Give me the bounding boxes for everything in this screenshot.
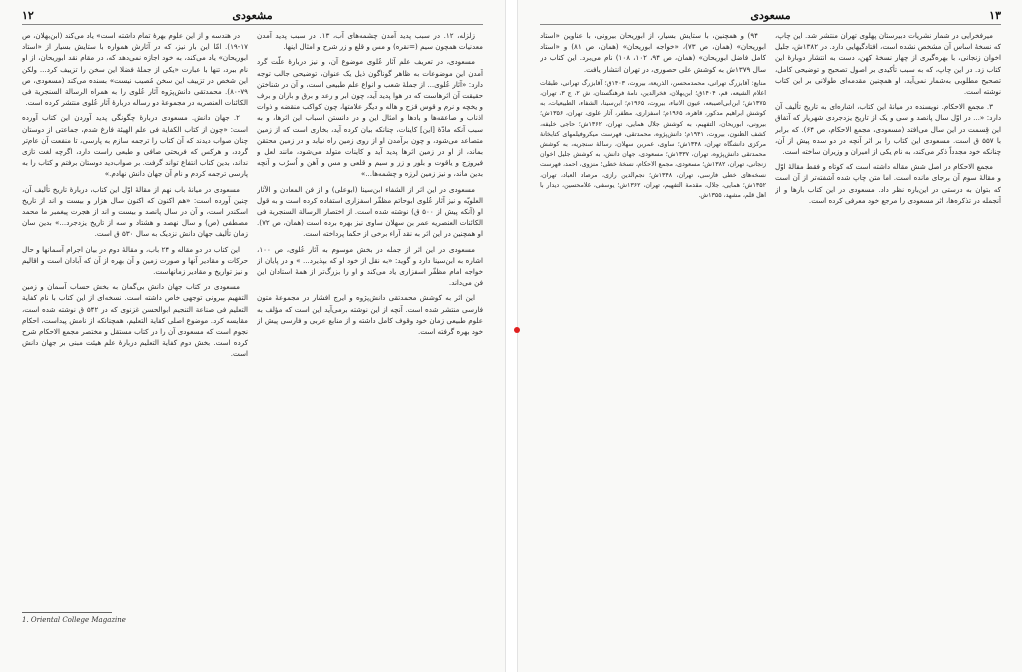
left-page-header (22, 6, 483, 25)
right-page-header (540, 6, 1001, 25)
paragraph: این کتاب در دو مقاله و ۲۴ باب، و مقالهٔ دوم در بیان اجرام آسمانها و حال حرکات و مقادیر آنها و صورت زمین و آن بهره از آن که آبادان است و اقالیم و نیز تواریخ و مقادیر زمانهاست. (22, 244, 248, 277)
right-page (517, 0, 1022, 672)
running-title: مشعودی (232, 9, 273, 22)
paragraph: مسعودی در این اثر از جمله در بخش موسوم به آثار عُلوی، ص ۱۰۰، اشاره به ابن‌سینا دارد و گوید: «به نقل از خود او که بپذیرد... » و در پایان از خواجه امام مظفّر اسفزاری یاد می‌کند و او را بزرگ‌تر از همهٔ استادان این فن می‌داند. (257, 244, 483, 288)
paragraph: مسعودی، در تعریف علم آثار عُلوی موضوع آن، و نیز دربارهٔ علّت گرد آمدن این موضوعات به ظاهر گوناگون ذیل یک عنوان، توضیحی جالب توجه دارد: «آثار عُلوی... از جملهٔ شعب و انواع علم طبیعی است، و آن در شناختن حقیقت آن اثرهاست که در هوا پدید آید، چون ابر و رعد و برق و باران و برف و یخچه و نرم و قوس قزح و هاله و دیگر علامتها، چون کواکب منقضه و ذوات اذناب و صاعقه‌ها و بادها و امثال این و در دانستن اسباب این اثرها، و به سبب آنکه مادّهٔ [این] کاینات، چنانکه بیان کرده آید، بخاری است که از زمین متصاعد می‌شود، و چون برآمدن او از روی زمین راه نیابد و در زمین محتقن بماند، از او در زمین اثرها پدید آید و کاینات متولد می‌شود، مانند لعل و فیروزج و یاقوت و بلور و زر و سیم و قلعی و مس و آهن و اُسرُب و آنچه بدین ماند، و نیز زمین لرزه و چشمه‌ها...» (257, 57, 483, 179)
paragraph: زلزله، ۱۲. در سبب پدید آمدن چشمه‌های آب، ۱۳. در سبب پدید آمدن معدنیات همچون سیم (=نقره) و مس و قلع و زر شرح و امثال اینها. (257, 31, 483, 52)
page-number: ۱۳ (989, 9, 1001, 22)
running-title: مسعودی (750, 9, 791, 22)
sources-text: منابع: آقابزرگ تهرانی، محمدمحسن، الذریعة، بیروت، ۱۴۰۳ق؛ آقابزرگ تهرانی، طبقات اعلام الشیعه، قم، ۱۴۰۴ق؛ ابن‌بهلان، فخرالدین، نامهٔ فرهنگستان، ش ۲، ج ۳، تهران، ۱۳۷۵ش؛ ابن‌ابی‌اصیبعه، عیون الانباء، بیروت، ۱۹۶۵م؛ ابن‌سینا، الشفاء، الطبیعیات، به کوشش ابراهیم مدکور، قاهره، ۱۹۶۵م؛ اسفزاری، مظفر، آثار علوی، تهران، ۱۳۵۶ش؛ بیرونی، ابوریحان، التفهیم، به کوشش جلال همایی، تهران، ۱۳۶۲ش؛ حاجی خلیفه، کشف الظنون، بیروت، ۱۹۴۱م؛ دانش‌پژوه، محمدتقی، فهرست میکروفیلمهای کتابخانهٔ مرکزی دانشگاه تهران، ۱۳۴۸ش؛ ساوی، عمربن سهلان، رسالهٔ سنجریه، به کوشش محمدتقی دانش‌پژوه، تهران، ۱۳۳۷ش؛ مسعودی، جهان دانش، به کوشش جلیل اخوان زنجانی، تهران، ۱۳۸۲ش؛ مسعودی، مجمع الاحکام، نسخهٔ خطی؛ منزوی، احمد، فهرست نسخه‌های خطی فارسی، تهران، ۱۳۴۸ش؛ نجم‌الدین رازی، مرصاد العباد، تهران، ۱۳۵۲ش؛ همایی، جلال، مقدمهٔ التفهیم، تهران، ۱۳۶۲ش؛ یوسفی، غلامحسین، دیدار با اهل قلم، مشهد، ۱۳۵۵ش. (540, 79, 766, 200)
paragraph: مسعودی در میانهٔ باب نهم از مقالهٔ اوّل این کتاب، دربارهٔ تاریخ تألیف آن، چنین آورده است: «هم اکنون که اکنون سال هزار و بیست و اند از تاریخ اسکندر است، و آن در سال پانصد و بیست و اند از هجرت پیغمبر ما محمد مصطفی (ص) و سال نهصد و هشتاد و سه از تاریخ یزدجرد...» بدین سان زمان تألیف جهان دانش نزدیک به سال ۵۳۰ ق است. (22, 184, 248, 239)
paragraph: مجمع الاحکام در اصل شش مقاله داشته است که کوتاه و فقط مقالهٔ اوّل و مقالهٔ سوم آن برجای مانده است. اما متن چاپ شده آشفته‌تر از آن است که بتوان به درستی در این‌باره نظر داد. مسعودی در این کتاب بارها و از آنجمله در تذکره‌ها، اثر مسعودی را مرجع خود معرفی کرده است. (775, 162, 1001, 205)
column-right (257, 30, 483, 630)
paragraph: ۹۴) و همچنین، با ستایش بسیار، از ابوریحان بیرونی، با عناوین «استاد ابوریحان» (همان، ص ۷۳)، «خواجه ابوریحان» (همان، ص ۸۱) و «استاد کامل فاضل ابوریحان» (همان، ص ۹۴، ۱۰۲، ۱۰۸) نام می‌برد. این کتاب در سال ۱۳۷۹ش به کوشش علی حصوری، در تهران انتشار یافت. (540, 31, 766, 74)
paragraph: میرفخرایی در شمار نشریات دبیرستان پهلوی تهران منتشر شد. این چاپ، که نسخهٔ اساس آن مشخص نشده است، افتادگیهایی دارد. در ۱۳۸۲ش، جلیل اخوان زنجانی، با بهره‌گیری از چهار نسخهٔ کهن، دست به انتشار دوبارهٔ این کتاب زد. در این چاپ، که به سبب تأکیدی بر اصول تصحیح و توضیحی کامل، تصحیح مطلوبی به‌شمار نمی‌آید، او همچنین مقدمه‌ای طولانی بر این کتاب نوشته است. (775, 31, 1001, 97)
paragraph: مسعودی در کتاب جهان دانش بی‌گمان به بخش حساب آسمان و زمین التفهیم بیرونی توجهی خاص داشته است. نسخه‌ای از این کتاب با نام کفایة التعلیم فی صناعة التنجیم ابوالحسن غزنوی که در ۵۴۲ ق نوشته شده است، مقایسه کرد. موضوع اصلی کفایة التعلیم، همچنانکه از نامش پیداست، احکام نجوم است که مسعودی آن را در کتاب مستقل و مختصر مجمع الاحکام شرح کرده است. بخش دوم کفایة التعلیم دربارهٔ علم هیئت مبنی بر جهان دانش است. (22, 282, 248, 359)
left-page (0, 0, 506, 672)
paragraph: ۲. جهان دانش. مسعودی دربارهٔ چگونگی پدید آوردن این کتاب آورده است: «چون از کتاب الکفایة فی علم الهیئة فارغ شدم، جماعتی از دوستان چنان صواب دیدند که آن کتاب را ترجمه سازم به پارسی، تا منفعت آن عام‌تر گردد، و هرکس که فریحتی صافی و طبعی راست دارد، اگرچه لغت تازی نداند، بدین کتاب انتفاع تواند گرفت. بر صواب‌دید دوستان برفتم و کتاب را به پارسی ترجمه کردم و نام آن جهان دانش نهادم.» (22, 113, 248, 179)
footnote: 1. Oriental College Magazine (22, 616, 126, 624)
paragraph: مسعودی در این اثر از الشفاء ابن‌سینا (ابوعلی) و از فن المعادن و الآثار العلویّه و نیز آثار عُلوی ابوحاتم مظفّر اسفزاری استفاده کرده است و به قول او (آنکه پیش از ۵۰۰ ق) نوشته شده است. از اختصار الرسالة السنجریة فی الکائنات العنصریه عمر بن سهلان ساوی نیز بهره برده است (همان، ص ۷۲). او همچنین در این اثر به نقد آراء برخی از حکما پرداخته است. (257, 184, 483, 239)
paragraph: در هندسه و از این علوم بهرهٔ تمام داشته است» یاد می‌کند (ابن‌بهلان، ص ۱۷-۱۹). امّا این بار نیز، که در آثارش همواره با ستایش بسیار از «استاد ابوریحان» یاد می‌کند، به خود اجازه نمی‌دهد که، در مقام نقد ابوریحان، از او نام ببرد، تنها با عبارت «یکی از جملهٔ فضلا این سخن را تزییف کرد... ولکن این شخص در تزییف این سخن مُصیب نیست» بسنده می‌کند (مسعودی، ص ۷۹-۸۰). محمدتقی دانش‌پژوه آثار عُلوی را به همراه الرسالة السنجریة فی الکائنات العنصریه در مجموعهٔ دو رساله دربارهٔ آثار عُلوی منتشر کرده است. (22, 31, 248, 108)
paragraph: این اثر به کوشش محمدتقی دانش‌پژوه و ایرج افشار در مجموعهٔ متون فارسی منتشر شده است. آنچه از این نوشته برمی‌آید این است که مؤلف به علوم طبیعی زمان خود وقوف کامل داشته و از منابع عربی و فارسی پیش از خود بهره گرفته است. (257, 293, 483, 337)
column-left (22, 30, 248, 605)
column-right (775, 30, 1001, 650)
sources-section (540, 79, 766, 201)
red-marker-dot (514, 327, 520, 333)
paragraph: ۳. مجمع الاحکام. نویسنده در میانهٔ این کتاب، اشاره‌ای به تاریخ تألیف آن دارد: «... در اوّل سال پانصد و سی و یک از تاریخ یزدجردی شهریار که آتفاق این قِسمت در این سال می‌افتد (مسعودی، مجمع الاحکام، ص ۶۴). که برابر با ۵۵۷ ق است. مسعودی این کتاب را بر اثر آنچه در دو سده پیش از آن، چنانکه خود مجدداً ذکر می‌کند، به نام یکی از امیران و وزیران ساخته است. (775, 102, 1001, 157)
footnote-rule (22, 612, 112, 613)
column-left (540, 30, 766, 650)
page-number: ۱۲ (22, 9, 34, 22)
